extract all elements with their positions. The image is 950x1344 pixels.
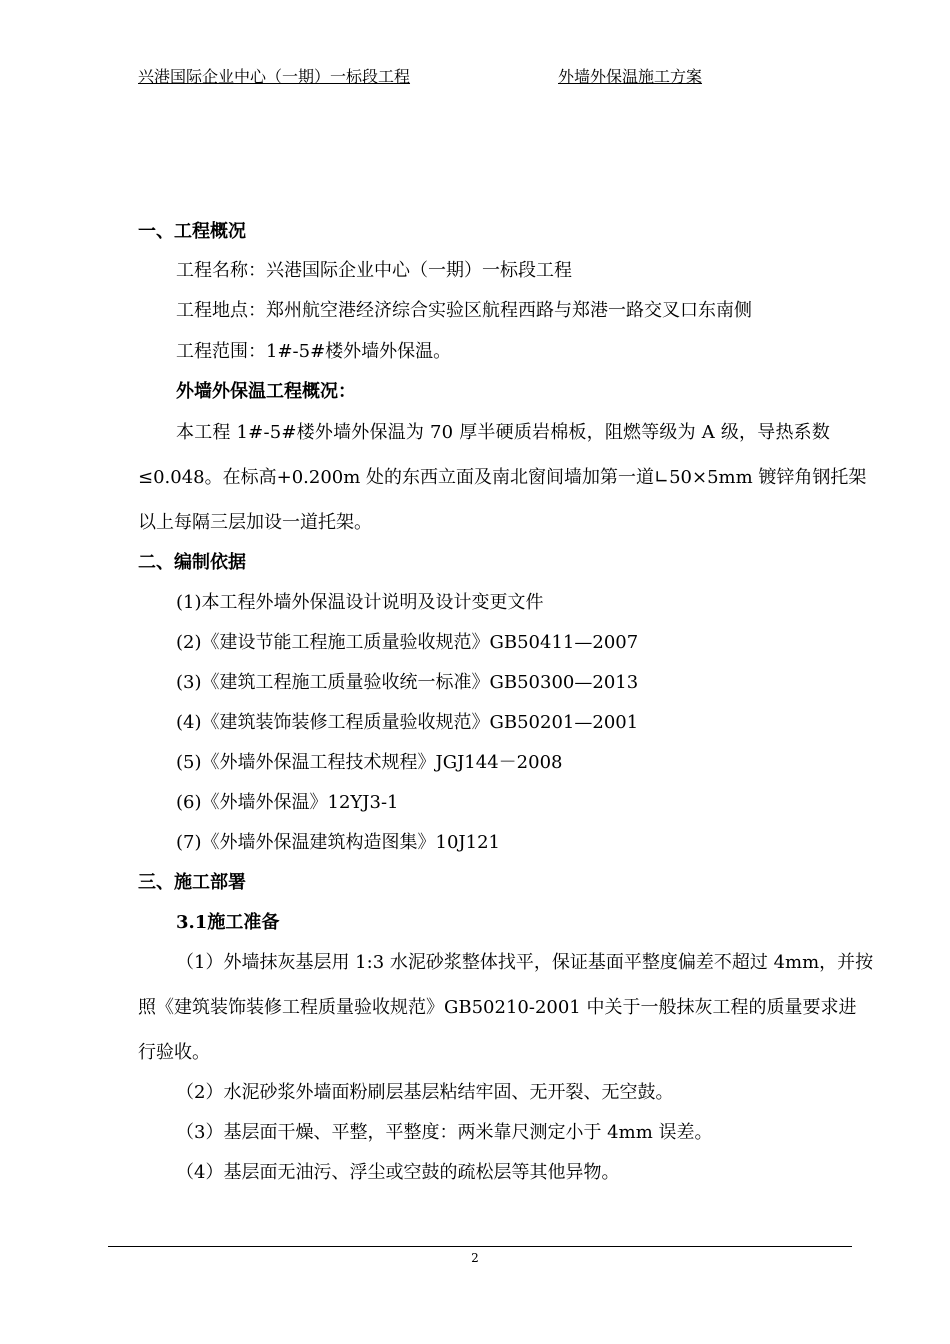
page-header xyxy=(138,66,858,90)
header-document-title: 外墙外保温施工方案 xyxy=(558,67,703,86)
basis-item: (5)《外墙外保温工程技术规程》JGJ144－2008 xyxy=(176,752,563,773)
overview-paragraph-line-2: ≤0.048。在标高+0.200m 处的东西立面及南北窗间墙加第一道∟50×5mm 镀锌角钢托架 xyxy=(138,467,867,488)
basis-item: (6)《外墙外保温》12YJ3-1 xyxy=(176,792,399,813)
subsection-3-1-heading: 3.1施工准备 xyxy=(176,912,280,933)
section-2-heading: 二、编制依据 xyxy=(138,552,246,573)
project-name: 工程名称：兴港国际企业中心（一期）一标段工程 xyxy=(176,260,572,281)
project-scope: 工程范围：1#-5#楼外墙外保温。 xyxy=(176,341,452,362)
page-number: 2 xyxy=(471,1251,479,1265)
prep-item-4: （4）基层面无油污、浮尘或空鼓的疏松层等其他异物。 xyxy=(176,1162,620,1183)
basis-item: (7)《外墙外保温建筑构造图集》10J121 xyxy=(176,832,500,853)
header-project-title: 兴港国际企业中心（一期）一标段工程 xyxy=(138,67,411,86)
prep-item-1-line-2: 照《建筑装饰装修工程质量验收规范》GB50210-2001 中关于一般抹灰工程的质量要求进 xyxy=(138,997,857,1018)
prep-item-3: （3）基层面干燥、平整，平整度：两米靠尺测定小于 4mm 误差。 xyxy=(176,1122,713,1143)
prep-item-1-line-1: （1）外墙抹灰基层用 1:3 水泥砂浆整体找平，保证基面平整度偏差不超过 4mm，并按 xyxy=(176,952,874,973)
overview-paragraph-line-1: 本工程 1#-5#楼外墙外保温为 70 厚半硬质岩棉板，阻燃等级为 A 级，导热系数 xyxy=(176,422,831,443)
prep-item-2: （2）水泥砂浆外墙面粉刷层基层粘结牢固、无开裂、无空鼓。 xyxy=(176,1082,674,1103)
prep-item-1-line-3: 行验收。 xyxy=(138,1042,210,1063)
basis-item: (1)本工程外墙外保温设计说明及设计变更文件 xyxy=(176,592,544,613)
basis-item: (2)《建设节能工程施工质量验收规范》GB50411—2007 xyxy=(176,632,639,653)
overview-heading: 外墙外保温工程概况： xyxy=(176,381,356,402)
footer-rule xyxy=(108,1246,852,1247)
project-site: 工程地点：郑州航空港经济综合实验区航程西路与郑港一路交叉口东南侧 xyxy=(176,300,752,321)
overview-paragraph-line-3: 以上每隔三层加设一道托架。 xyxy=(138,512,372,533)
basis-item: (4)《建筑装饰装修工程质量验收规范》GB50201—2001 xyxy=(176,712,639,733)
basis-item: (3)《建筑工程施工质量验收统一标准》GB50300—2013 xyxy=(176,672,639,693)
section-1-heading: 一、工程概况 xyxy=(138,221,246,242)
section-3-heading: 三、施工部署 xyxy=(138,872,246,893)
